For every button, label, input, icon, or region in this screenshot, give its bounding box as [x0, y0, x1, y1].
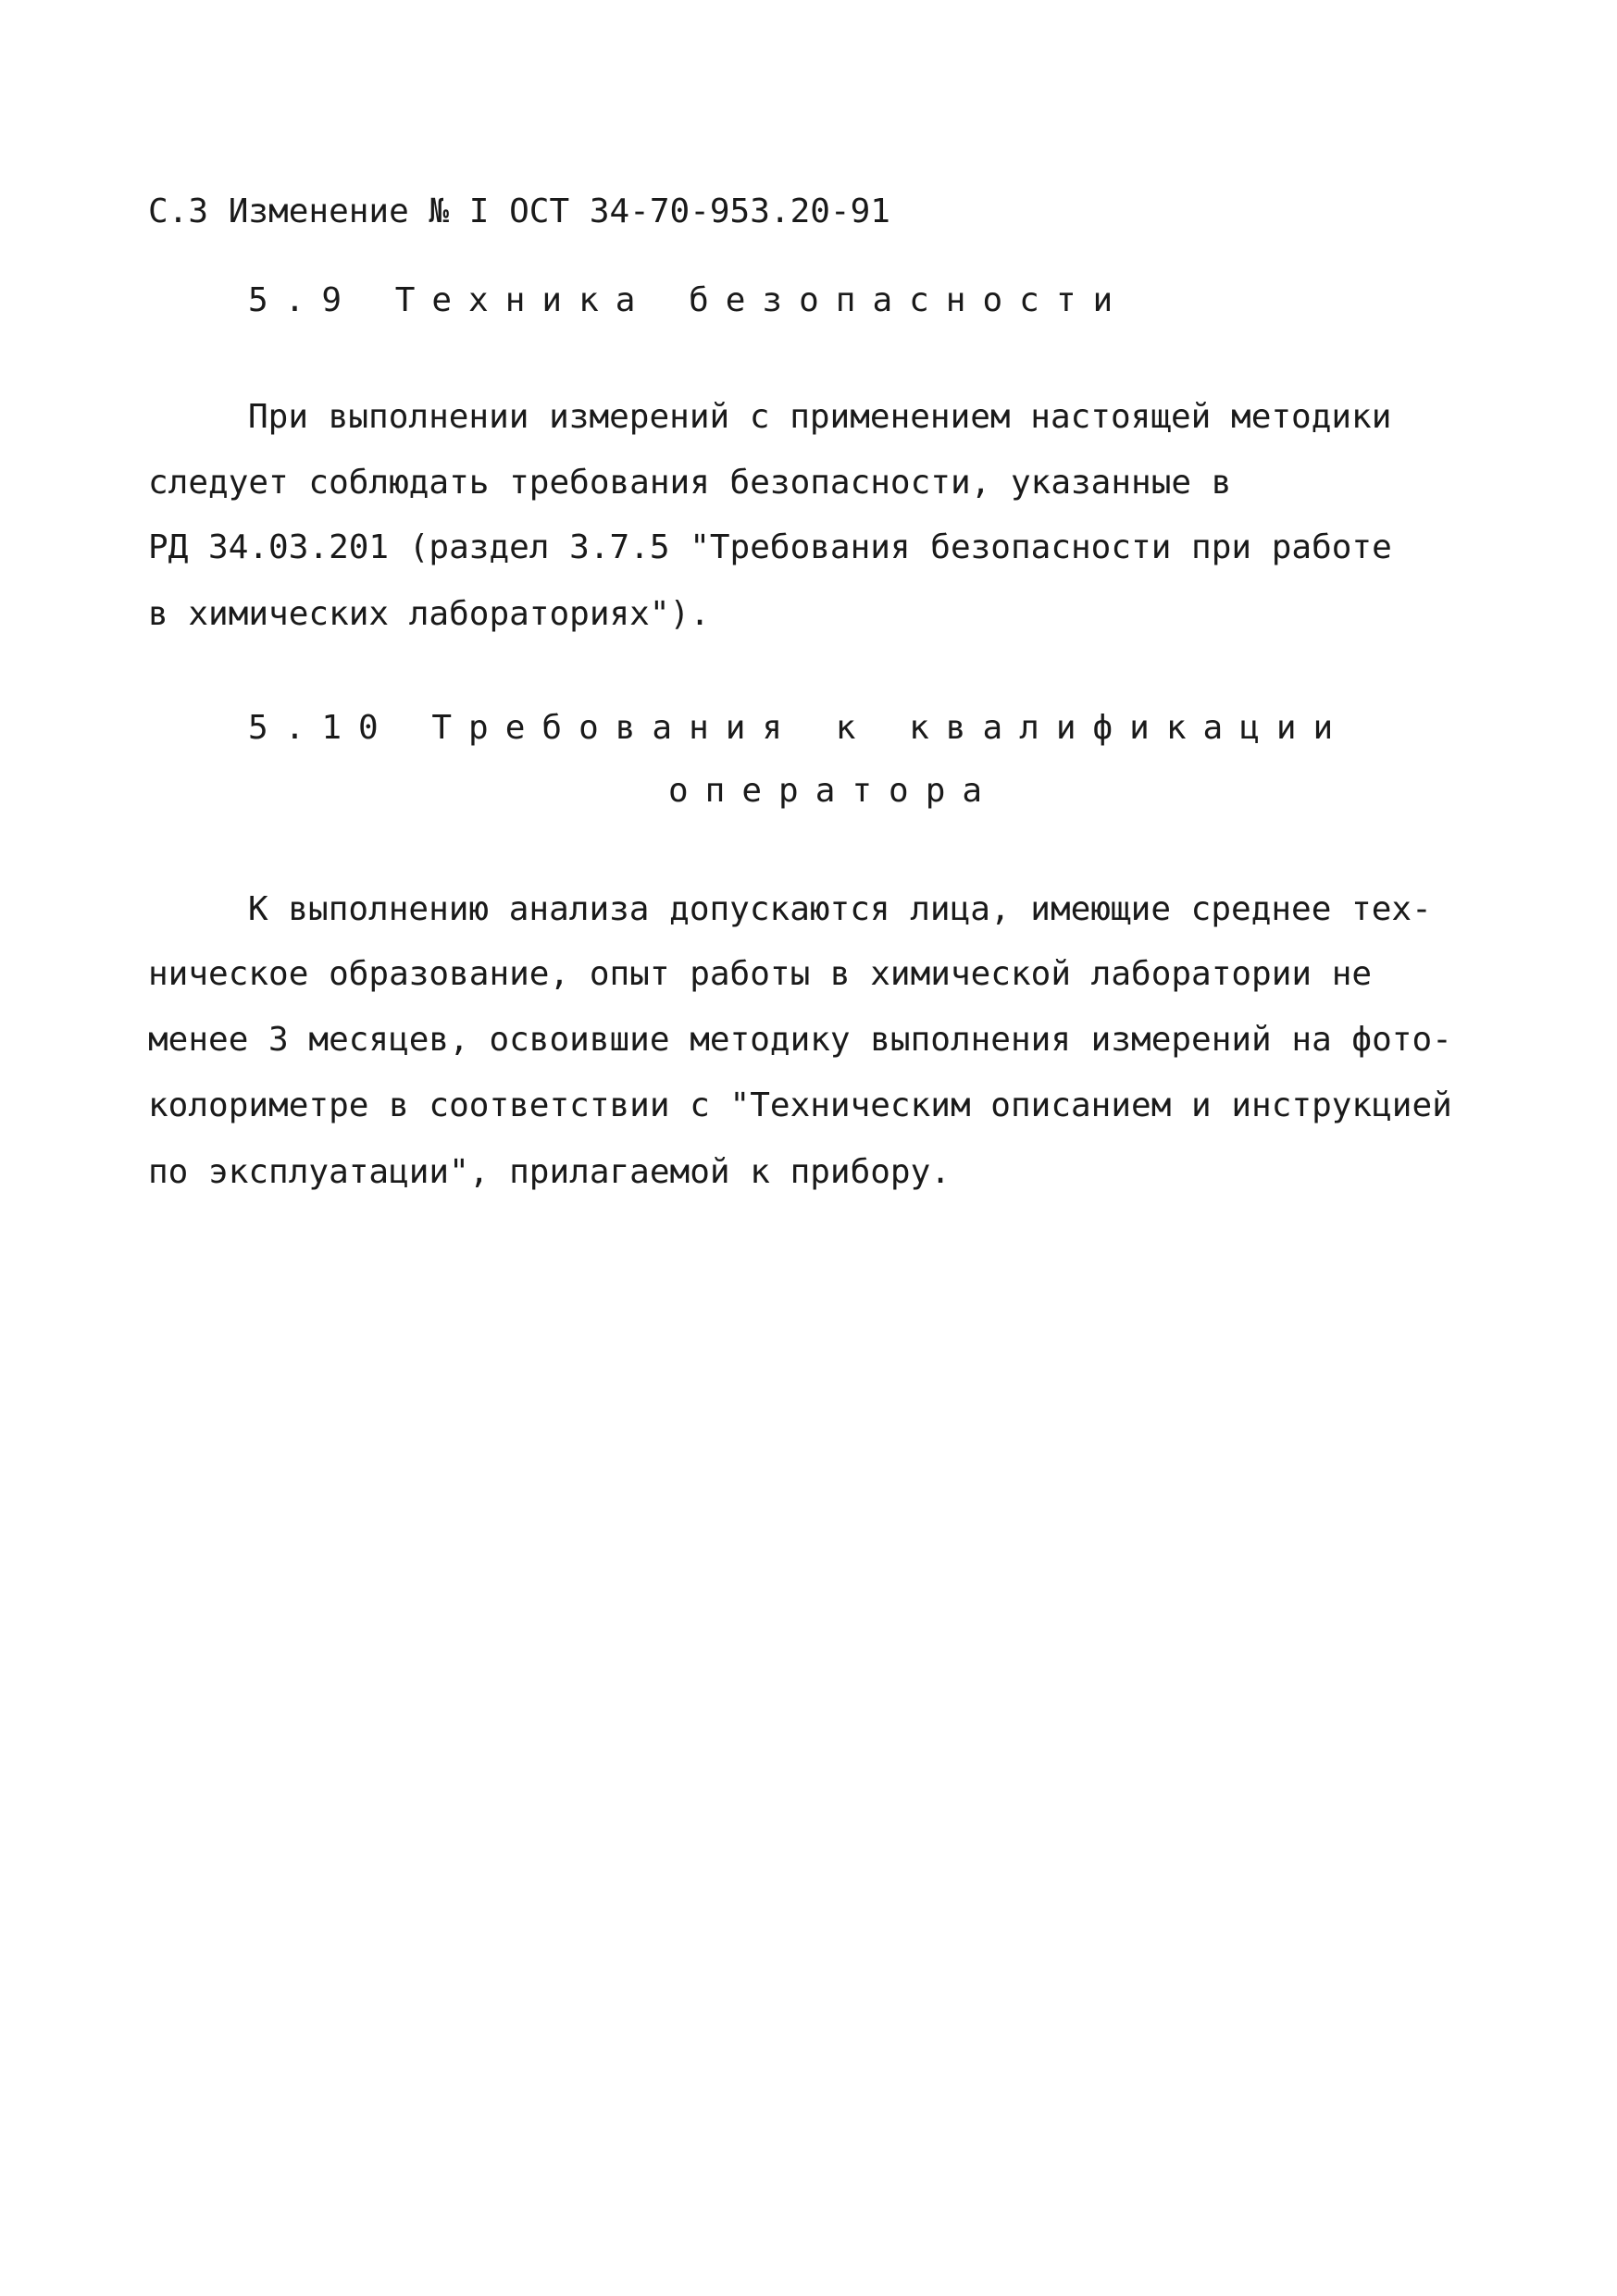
section-5-10-line-5: по эксплуатации", прилагаемой к прибору.	[148, 1153, 951, 1191]
section-5-9-line-1: При выполнении измерений с применением настоящей методики	[248, 398, 1392, 436]
section-5-9-title: 5.9 Техника безопасности	[248, 281, 1130, 319]
page-header: С.3 Изменение № I ОСТ 34-70-953.20-91	[148, 192, 890, 230]
section-5-9-line-2: следует соблюдать требования безопасности, указанные в	[148, 464, 1232, 502]
section-5-10-line-4: колориметре в соответствии с "Техническим описанием и инструкцией	[148, 1086, 1452, 1124]
section-5-9-line-3: РД 34.03.201 (раздел 3.7.5 "Требования безопасности при работе	[148, 528, 1392, 566]
section-5-10-title-continuation: оператора	[668, 772, 1000, 810]
section-5-9-line-4: в химических лабораториях").	[148, 595, 710, 633]
section-5-10-title: 5.10 Требования к квалификации	[248, 709, 1350, 747]
section-5-10-line-2: ническое образование, опыт работы в химической лаборатории не	[148, 955, 1373, 993]
section-5-10-line-1: К выполнению анализа допускаются лица, имеющие среднее тех-	[248, 890, 1432, 928]
section-5-10-line-3: менее 3 месяцев, освоившие методику выполнения измерений на фото-	[148, 1021, 1452, 1059]
